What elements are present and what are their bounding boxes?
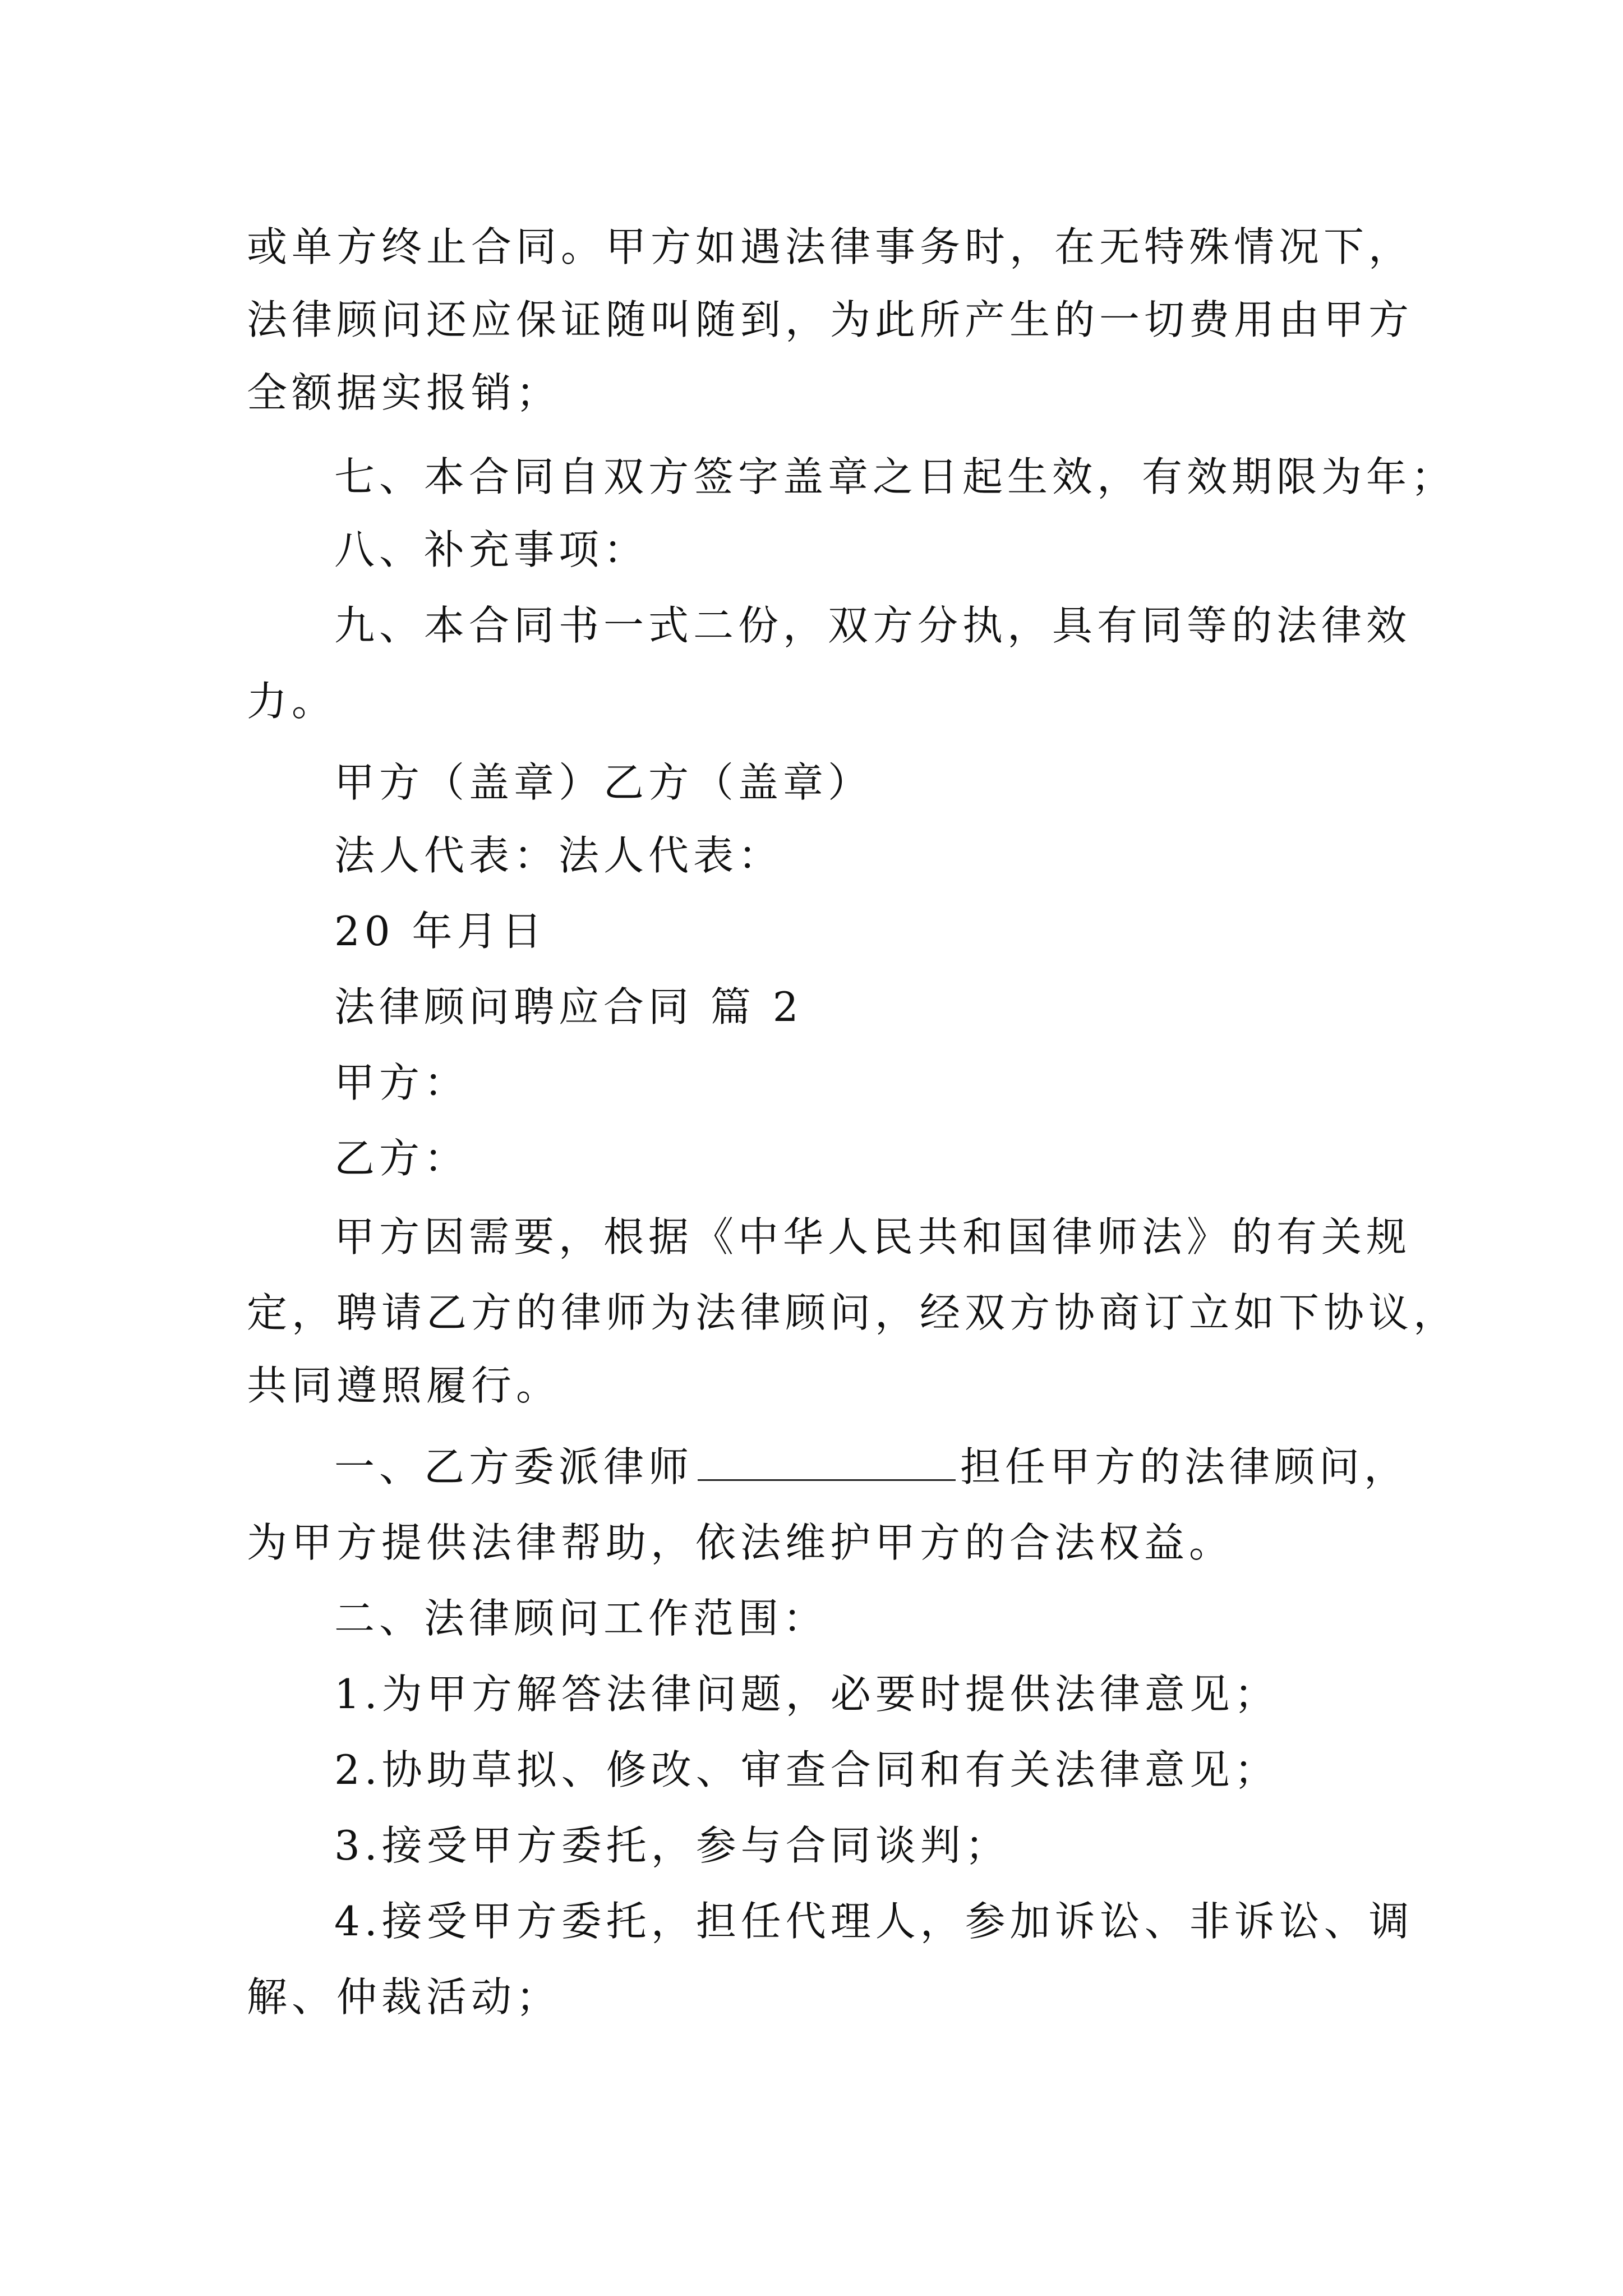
party-a-label: 甲方： [334,1059,469,1106]
scope-item-3: 3.接受甲方委托，参与合同谈判； [334,1822,1010,1869]
intro-line-3: 共同遵照履行。 [247,1362,561,1409]
section-title: 法律顾问聘应合同 篇 2 [334,983,803,1030]
scope-item-2: 2.协助草拟、修改、审查合同和有关法律意见； [334,1746,1279,1793]
lawyer-name-blank [698,1477,956,1481]
article-2-title: 二、法律顾问工作范围： [334,1595,828,1642]
clause-9-line-2: 力。 [247,678,337,725]
article-1-text-after: 担任甲方的法律顾问， [960,1443,1409,1490]
clause-9-line-1: 九、本合同书一式二份，双方分执，具有同等的法律效 [334,602,1412,649]
scope-item-1: 1.为甲方解答法律问题，必要时提供法律意见； [334,1671,1279,1718]
paragraph-line: 或单方终止合同。甲方如遇法律事务时，在无特殊情况下， [247,223,1414,270]
article-1-line-2: 为甲方提供法律帮助，依法维护甲方的合法权益。 [247,1519,1234,1566]
paragraph-line: 法律顾问还应保证随叫随到，为此所产生的一切费用由甲方 [247,296,1414,343]
clause-7: 七、本合同自双方签字盖章之日起生效，有效期限为年； [334,453,1456,500]
party-b-label: 乙方： [334,1135,469,1182]
paragraph-line: 全额据实报销； [247,369,561,416]
article-1-text-before: 一、乙方委派律师 [334,1443,694,1490]
scope-item-4-line-1: 4.接受甲方委托，担任代理人，参加诉讼、非诉讼、调 [334,1898,1414,1945]
scope-item-4-line-2: 解、仲裁活动； [247,1973,561,2021]
clause-8: 八、补充事项： [334,526,649,573]
article-1-line-1 [334,1428,1409,1506]
signature-date-line: 20 年月日 [334,908,547,955]
intro-line-2: 定，聘请乙方的律师为法律顾问，经双方协商订立如下协议， [247,1289,1459,1336]
signature-representative-line: 法人代表：法人代表： [334,832,783,879]
intro-line-1: 甲方因需要，根据《中华人民共和国律师法》的有关规 [334,1213,1412,1260]
signature-seal-line: 甲方（盖章）乙方（盖章） [334,759,873,806]
